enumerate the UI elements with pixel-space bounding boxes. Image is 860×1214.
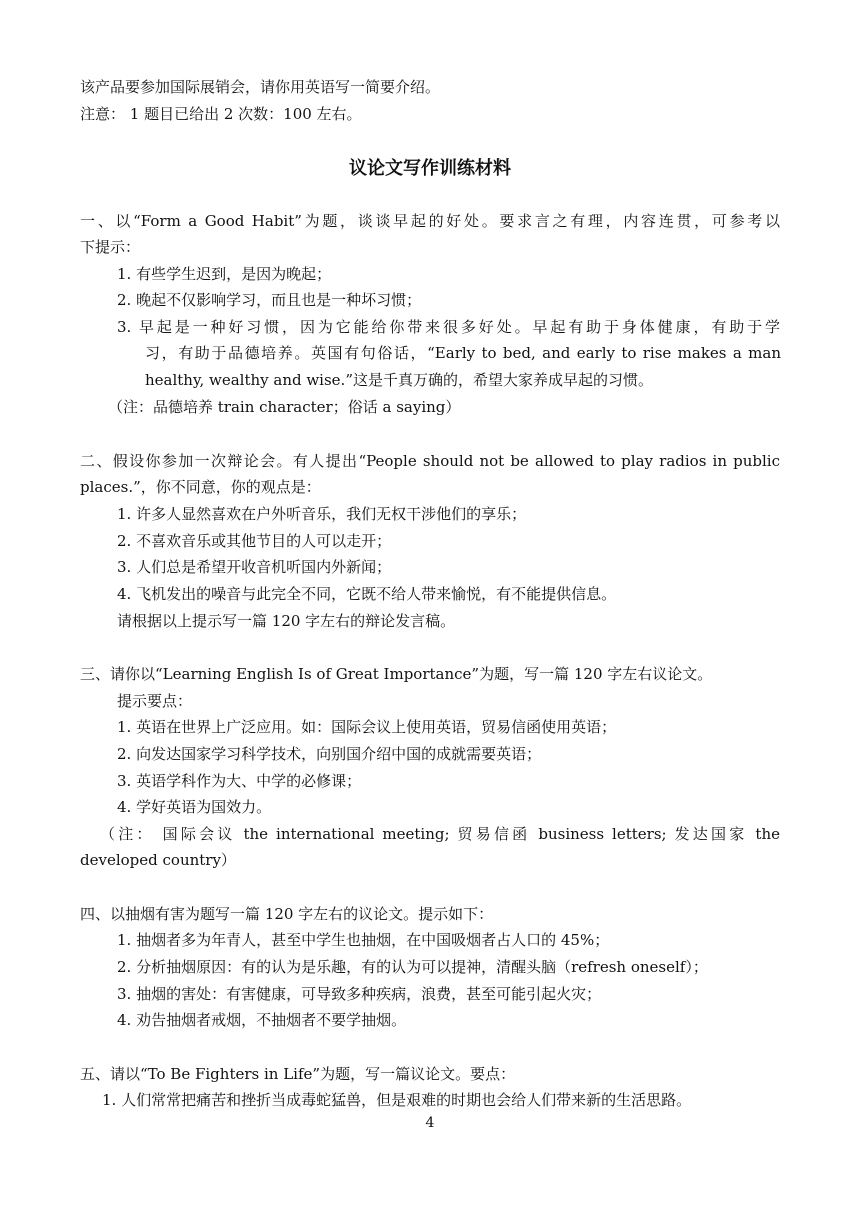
section-5-heading: 五、请以“To Be Fighters in Life”为题，写一篇议论文。要点： [80, 1065, 516, 1083]
section-1-item-2: 2. 晚起不仅影响学习，而且也是一种坏习惯； [117, 291, 422, 309]
section-3-item-2: 2. 向发达国家学习科学技术，向别国介绍中国的成就需要英语； [117, 745, 542, 763]
section-3-item-4: 4. 学好英语为国效力。 [117, 798, 272, 816]
section-5-item-1: 1. 人们常常把痛苦和挫折当成毒蛇猛兽，但是艰难的时期也会给人们带来新的生活思路。 [102, 1091, 692, 1109]
section-1-heading: 一、以“Form a Good Habit”为题，谈谈早起的好处。要求言之有理，内容连贯，可参考以 [80, 212, 780, 230]
section-2-item-4: 4. 飞机发出的噪音与此完全不同，它既不给人带来愉悦，有不能提供信息。 [117, 585, 617, 603]
section-3-note-cont: developed country） [80, 851, 236, 869]
section-2-heading: 二、假设你参加一次辩论会。有人提出“People should not be allowed to play radios in public [80, 452, 780, 470]
section-1-heading-cont: 下提示： [80, 238, 141, 256]
section-1-item-3-cont-2: healthy, wealthy and wise.”这是千真万确的，希望大家养成早起的习惯。 [145, 371, 653, 389]
page-number: 4 [425, 1115, 435, 1131]
section-2-request: 请根据以上提示写一篇 120 字左右的辩论发言稿。 [117, 612, 456, 630]
section-2-item-1: 1. 许多人显然喜欢在户外听音乐，我们无权干涉他们的享乐； [117, 505, 527, 523]
page-title: 议论文写作训练材料 [349, 158, 511, 179]
section-2-item-3: 3. 人们总是希望开收音机听国内外新闻； [117, 558, 392, 576]
section-4-item-1: 1. 抽烟者多为年青人，甚至中学生也抽烟，在中国吸烟者占人口的 45%； [117, 931, 610, 949]
section-1-item-3-cont-1: 习，有助于品德培养。英国有句俗话，“Early to bed, and early to rise makes a man [145, 344, 781, 362]
section-3-heading: 三、请你以“Learning English Is of Great Importance”为题，写一篇 120 字左右议论文。 [80, 665, 713, 683]
section-3-hint: 提示要点： [117, 692, 193, 710]
section-4-item-2: 2. 分析抽烟原因：有的认为是乐趣，有的认为可以提神，清醒头脑（refresh oneself）； [117, 958, 708, 976]
section-2-heading-cont: places.”，你不同意，你的观点是： [80, 478, 321, 496]
section-1-item-3: 3. 早起是一种好习惯，因为它能给你带来很多好处。早起有助于身体健康，有助于学 [117, 318, 780, 336]
section-3-item-3: 3. 英语学科作为大、中学的必修课； [117, 772, 362, 790]
intro-line-1: 该产品要参加国际展销会，请你用英语写一简要介绍。 [80, 78, 441, 96]
section-2-item-2: 2. 不喜欢音乐或其他节目的人可以走开； [117, 532, 392, 550]
section-4-heading: 四、以抽烟有害为题写一篇 120 字左右的议论文。提示如下： [80, 905, 494, 923]
section-4-item-3: 3. 抽烟的害处：有害健康，可导致多种疾病，浪费，甚至可能引起火灾； [117, 985, 602, 1003]
section-1-note: （注：品德培养 train character；俗话 a saying） [108, 398, 461, 416]
section-4-item-4: 4. 劝告抽烟者戒烟，不抽烟者不要学抽烟。 [117, 1011, 407, 1029]
section-3-item-1: 1. 英语在世界上广泛应用。如：国际会议上使用英语，贸易信函使用英语； [117, 718, 617, 736]
section-3-note: （注： 国际会议 the international meeting; 贸易信函 business letters; 发达国家 the [100, 825, 780, 843]
intro-line-2: 注意： 1 题目已给出 2 次数：100 左右。 [80, 105, 362, 123]
section-1-item-1: 1. 有些学生迟到，是因为晚起； [117, 265, 332, 283]
